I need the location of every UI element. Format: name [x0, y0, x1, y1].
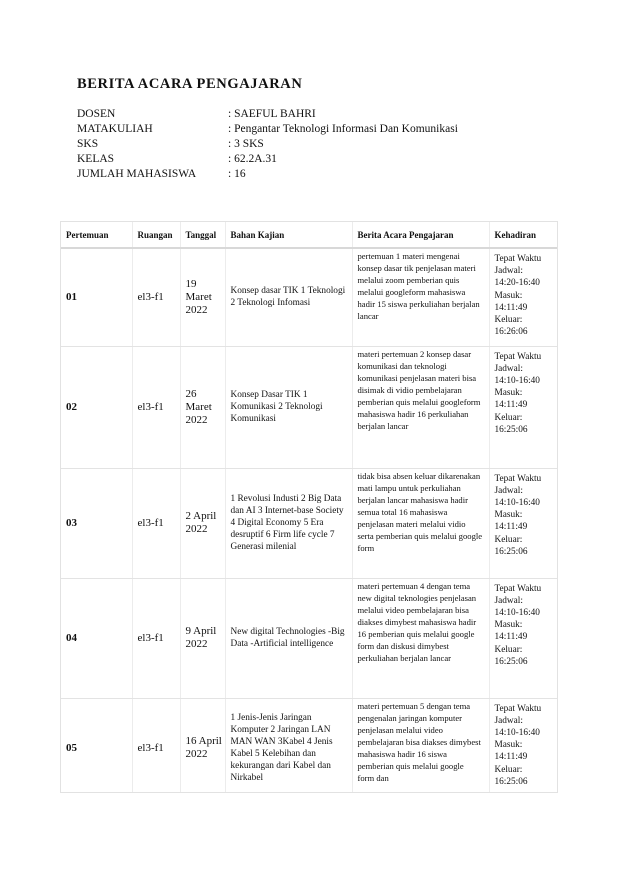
kehadiran-status: Tepat Waktu [494, 703, 542, 714]
header-tanggal: Tanggal [180, 222, 225, 248]
info-value: : 3 SKS [228, 138, 264, 150]
kehadiran-jadwal-label: Jadwal: [494, 715, 523, 726]
cell-bahan-kajian: Konsep Dasar TIK 1 Komunikasi 2 Teknologi Komunikasi [225, 346, 352, 468]
info-row-kelas [77, 152, 458, 167]
cell-kehadiran [489, 248, 557, 346]
kehadiran-keluar-label: Keluar: [494, 412, 523, 423]
cell-ruangan: el3-f1 [132, 698, 180, 793]
table-row [61, 698, 557, 793]
kehadiran-masuk-label: Masuk: [494, 620, 523, 631]
cell-pertemuan: 01 [61, 248, 132, 346]
table-row [61, 468, 557, 578]
kehadiran-jadwal: 14:10-16:40 [494, 727, 540, 738]
info-row-sks [77, 137, 458, 152]
header-berita-acara: Berita Acara Pengajaran [352, 222, 489, 248]
cell-bahan-kajian: Konsep dasar TIK 1 Teknologi 2 Teknologi Infomasi [225, 248, 352, 346]
info-label: SKS [77, 138, 99, 150]
cell-pertemuan: 03 [61, 468, 132, 578]
table-header-row [61, 222, 557, 248]
cell-pertemuan: 02 [61, 346, 132, 468]
kehadiran-jadwal: 14:10-16:40 [494, 375, 540, 386]
kehadiran-status: Tepat Waktu [494, 254, 542, 264]
info-label: DOSEN [77, 108, 116, 120]
cell-tanggal: 19 Maret 2022 [180, 248, 225, 346]
kehadiran-masuk-label: Masuk: [494, 388, 523, 399]
info-label: JUMLAH MAHASISWA [77, 168, 197, 180]
table-row [61, 346, 557, 468]
info-row-dosen [77, 107, 458, 122]
cell-berita-acara: pertemuan 1 materi mengenai konsep dasar tik penjelasan materi melalui zoom pemberian quis melalui googleform mahasiswa hadir 15 siswa perkuliahan berjalan lancar [352, 248, 489, 346]
kehadiran-keluar-label: Keluar: [494, 315, 523, 326]
cell-kehadiran [489, 578, 557, 698]
kehadiran-jadwal-label: Jadwal: [494, 363, 523, 374]
attendance-table [61, 222, 558, 793]
cell-kehadiran [489, 698, 557, 793]
document-title: BERITA ACARA PENGAJARAN [77, 76, 303, 92]
kehadiran-jadwal: 14:20-16:40 [494, 278, 540, 289]
course-info [77, 107, 458, 182]
kehadiran-jadwal-label: Jadwal: [494, 595, 523, 606]
header-bahan-kajian: Bahan Kajian [225, 222, 352, 248]
kehadiran-keluar: 16:25:06 [494, 776, 528, 787]
header-pertemuan: Pertemuan [61, 222, 132, 248]
kehadiran-masuk: 14:11:49 [494, 522, 528, 533]
kehadiran-masuk-label: Masuk: [494, 510, 523, 521]
cell-berita-acara: tidak bisa absen keluar dikarenakan mati lampu untuk perkuliahan berjalan lancar mahasiswa hadir semua total 16 mahasiswa penjelasan materi melalui vidio serta pemberian quis melalui google form [352, 468, 489, 578]
kehadiran-masuk: 14:11:49 [494, 632, 528, 643]
cell-berita-acara: materi pertemuan 2 konsep dasar komunikasi dan teknologi komunikasi penjelasan materi bisa disimak di vidio pembelajaran pemberian quis melalui googleform mahasiswa hadir 16 perkuliahan berjalan lancar [352, 346, 489, 468]
kehadiran-status: Tepat Waktu [494, 473, 542, 484]
kehadiran-jadwal-label: Jadwal: [494, 485, 523, 496]
header-ruangan: Ruangan [132, 222, 180, 248]
cell-berita-acara: materi pertemuan 4 dengan tema new digital teknologies penjelasan melalui video pembelajaran bisa diakses dimybest mahasiswa hadir 16 pemberian quis melalui google form dan diskusi dimybest perkuliahan berjalan lancar [352, 578, 489, 698]
kehadiran-masuk: 14:11:49 [494, 400, 528, 411]
info-label: MATAKULIAH [77, 123, 153, 135]
info-value: : 16 [228, 168, 246, 180]
cell-ruangan: el3-f1 [132, 346, 180, 468]
cell-berita-acara: materi pertemuan 5 dengan tema pengenalan jaringan komputer penjelasan melalui video pembelajaran bisa diakses dimybest mahasiswa hadir 16 siswa pemberian quis melalui google form dan [352, 698, 489, 793]
info-value: : SAEFUL BAHRI [228, 108, 316, 120]
cell-bahan-kajian: 1 Revolusi Industi 2 Big Data dan AI 3 Internet-base Society 4 Digital Economy 5 Era desruptif 6 Firm life cycle 7 Generasi milenial [225, 468, 352, 578]
kehadiran-keluar: 16:26:06 [494, 327, 528, 338]
info-value: : Pengantar Teknologi Informasi Dan Komunikasi [228, 123, 458, 135]
kehadiran-keluar-label: Keluar: [494, 534, 523, 545]
kehadiran-keluar-label: Keluar: [494, 764, 523, 775]
table-row [61, 248, 557, 346]
cell-pertemuan: 05 [61, 698, 132, 793]
kehadiran-status: Tepat Waktu [494, 583, 542, 594]
table-row [61, 578, 557, 698]
cell-tanggal: 2 April 2022 [180, 468, 225, 578]
kehadiran-jadwal: 14:10-16:40 [494, 607, 540, 618]
info-value: : 62.2A.31 [228, 153, 277, 165]
info-label: KELAS [77, 153, 115, 165]
kehadiran-keluar: 16:25:06 [494, 656, 528, 667]
info-row-matakuliah [77, 122, 458, 137]
kehadiran-status: Tepat Waktu [494, 351, 542, 362]
kehadiran-jadwal: 14:10-16:40 [494, 497, 540, 508]
cell-ruangan: el3-f1 [132, 468, 180, 578]
header-kehadiran: Kehadiran [489, 222, 557, 248]
kehadiran-keluar: 16:25:06 [494, 546, 528, 557]
kehadiran-masuk: 14:11:49 [494, 302, 528, 313]
kehadiran-keluar: 16:25:06 [494, 424, 528, 435]
cell-bahan-kajian: New digital Technologies -Big Data -Artificial intelligence [225, 578, 352, 698]
kehadiran-jadwal-label: Jadwal: [494, 266, 523, 277]
cell-bahan-kajian: 1 Jenis-Jenis Jaringan Komputer 2 Jaringan LAN MAN WAN 3Kabel 4 Jenis Kabel 5 Kelebihan dan kekurangan dari Kabel dan Nirkabel [225, 698, 352, 793]
cell-ruangan: el3-f1 [132, 248, 180, 346]
kehadiran-masuk-label: Masuk: [494, 740, 523, 751]
cell-kehadiran [489, 346, 557, 468]
cell-tanggal: 16 April 2022 [180, 698, 225, 793]
cell-kehadiran [489, 468, 557, 578]
info-row-jumlah-mahasiswa [77, 167, 458, 182]
cell-pertemuan: 04 [61, 578, 132, 698]
cell-tanggal: 26 Maret 2022 [180, 346, 225, 468]
attendance-table-container [60, 221, 558, 793]
cell-ruangan: el3-f1 [132, 578, 180, 698]
kehadiran-masuk: 14:11:49 [494, 752, 528, 763]
kehadiran-masuk-label: Masuk: [494, 290, 523, 301]
kehadiran-keluar-label: Keluar: [494, 644, 523, 655]
cell-tanggal: 9 April 2022 [180, 578, 225, 698]
